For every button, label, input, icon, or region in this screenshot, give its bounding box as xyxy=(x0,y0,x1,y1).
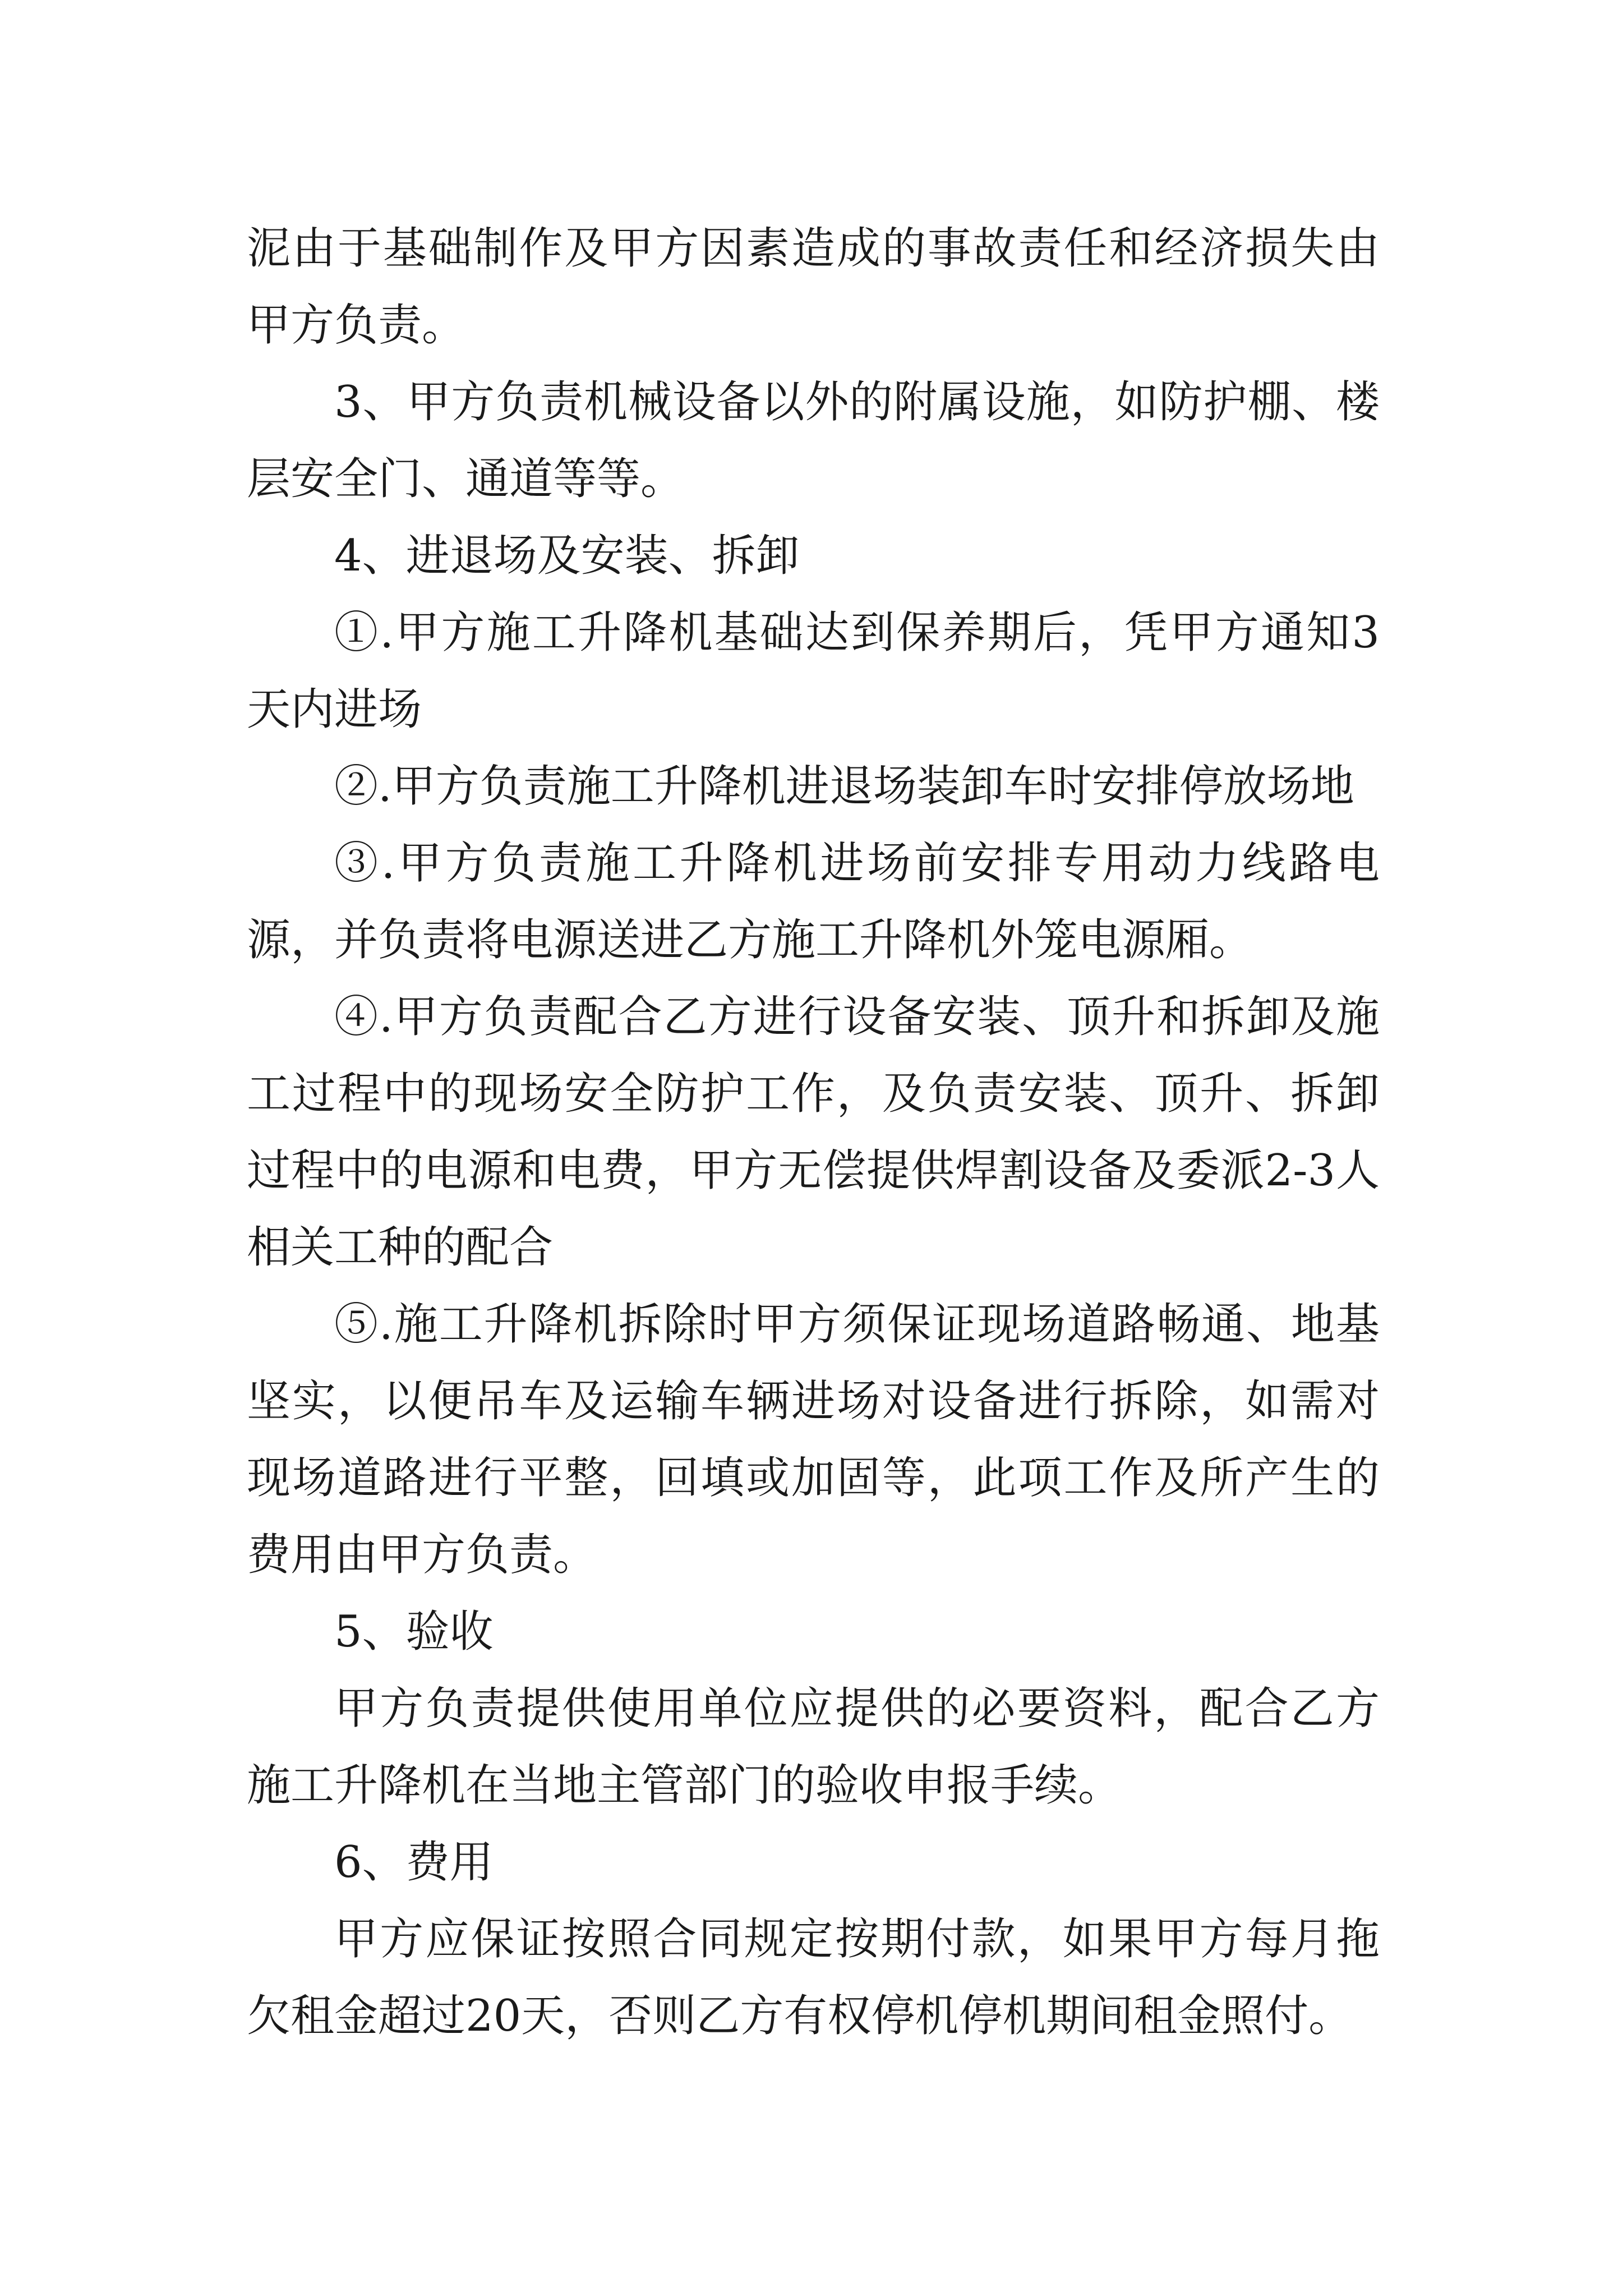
paragraph-fees: 甲方应保证按照合同规定按期付款，如果甲方每月拖欠租金超过20天，否则乙方有权停机停机期间租金照付。 xyxy=(247,1914,1380,2041)
paragraph-item-4: ④.甲方负责配合乙方进行设备安装、顶升和拆卸及施工过程中的现场安全防护工作，及负责安装、顶升、拆卸过程中的电源和电费，甲方无偿提供焊割设备及委派2-3人相关工种的配合 xyxy=(247,992,1380,1273)
paragraph-item-3: ③.甲方负责施工升降机进场前安排专用动力线路电源，并负责将电源送进乙方施工升降机外笼电源厢。 xyxy=(247,838,1380,965)
paragraph-continuation: 泥由于基础制作及甲方因素造成的事故责任和经济损失由甲方负责。 xyxy=(247,223,1380,351)
paragraph-item-5: ⑤.施工升降机拆除时甲方须保证现场道路畅通、地基坚实，以便吊车及运输车辆进场对设备进行拆除，如需对现场道路进行平整，回填或加固等，此项工作及所产生的费用由甲方负责。 xyxy=(247,1299,1380,1580)
paragraph-clause-3: 3、甲方负责机械设备以外的附属设施，如防护棚、楼层安全门、通道等等。 xyxy=(247,377,1380,504)
paragraph-acceptance: 甲方负责提供使用单位应提供的必要资料，配合乙方施工升降机在当地主管部门的验收申报手续。 xyxy=(247,1683,1380,1811)
paragraph-clause-4-heading: 4、进退场及安装、拆卸 xyxy=(334,531,800,581)
paragraph-item-2: ②.甲方负责施工升降机进退场装卸车时安排停放场地 xyxy=(334,761,1354,812)
paragraph-clause-5-heading: 5、验收 xyxy=(334,1607,494,1657)
paragraph-item-1: ①.甲方施工升降机基础达到保养期后，凭甲方通知3天内进场 xyxy=(247,608,1380,735)
paragraph-clause-6-heading: 6、费用 xyxy=(334,1837,494,1888)
document-body xyxy=(247,210,1380,2055)
